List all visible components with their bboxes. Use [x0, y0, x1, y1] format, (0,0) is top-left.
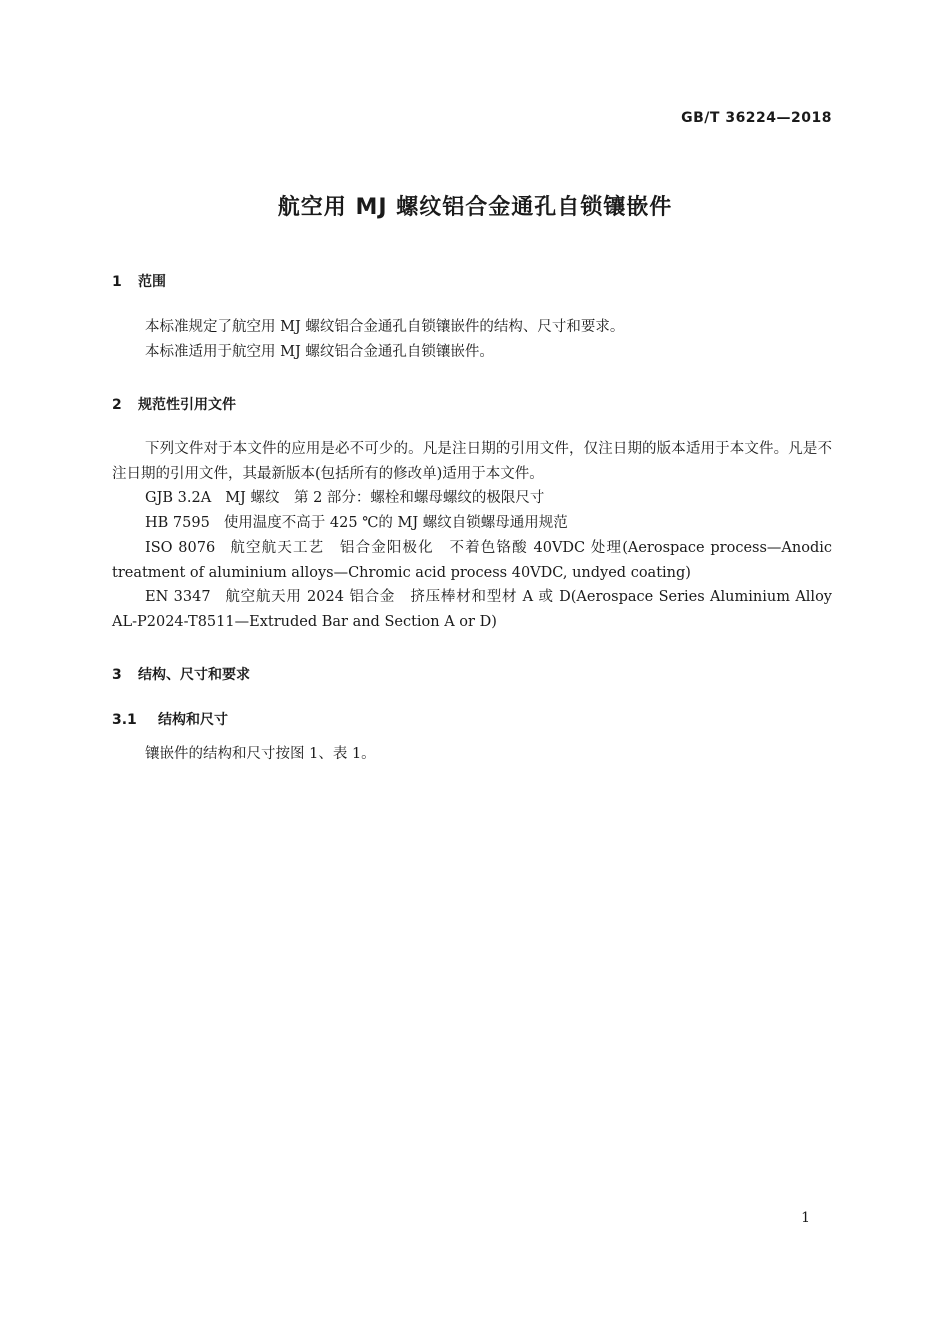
reference-item: [145, 511, 568, 536]
section-1-paragraph-2: 本标准适用于航空用 MJ 螺纹铝合金通孔自锁镶嵌件。: [145, 344, 494, 360]
reference-code: GJB 3.2A: [145, 490, 212, 506]
section-title: 结构和尺寸: [158, 712, 228, 728]
section-title: 结构、尺寸和要求: [138, 667, 250, 683]
section-2-heading: [112, 394, 236, 414]
section-1-heading: [112, 271, 166, 291]
reference-text: 航空航天用 2024 铝合金 挤压棒材和型材 A 或 D(Aerospace Series Aluminium Alloy AL-P2024-T8511—Extruded Bar and Section A or D): [112, 589, 832, 630]
reference-text: 使用温度不高于 425 ℃的 MJ 螺纹自锁螺母通用规范: [223, 515, 568, 531]
section-2-intro: 下列文件对于本文件的应用是必不可少的。凡是注日期的引用文件，仅注日期的版本适用于本文件。凡是不注日期的引用文件，其最新版本(包括所有的修改单)适用于本文件。: [112, 441, 832, 482]
reference-item: [112, 585, 832, 634]
reference-text: 航空航天工艺 铝合金阳极化 不着色铬酸 40VDC 处理(Aerospace process—Anodic treatment of aluminium alloys—Chromic acid process 40VDC, undyed coating): [112, 540, 833, 581]
reference-code: EN 3347: [145, 589, 211, 605]
section-1-paragraph-1: 本标准规定了航空用 MJ 螺纹铝合金通孔自锁镶嵌件的结构、尺寸和要求。: [145, 319, 625, 335]
section-title: 范围: [138, 274, 166, 290]
section-number: 2: [112, 397, 122, 413]
page-number: 1: [801, 1210, 810, 1226]
section-number: 3.1: [112, 712, 137, 728]
reference-item: [112, 536, 832, 585]
reference-code: HB 7595: [145, 515, 210, 531]
section-number: 3: [112, 667, 122, 683]
reference-code: ISO 8076: [145, 540, 216, 556]
section-3-heading: [112, 664, 250, 684]
reference-item: [145, 486, 544, 511]
section-3-1-heading: [112, 709, 228, 729]
reference-text: MJ 螺纹 第 2 部分：螺栓和螺母螺纹的极限尺寸: [225, 490, 545, 506]
document-title: 航空用 MJ 螺纹铝合金通孔自锁镶嵌件: [277, 195, 673, 220]
section-3-1-paragraph: 镶嵌件的结构和尺寸按图 1、表 1。: [145, 746, 376, 762]
section-number: 1: [112, 274, 122, 290]
section-title: 规范性引用文件: [138, 397, 236, 413]
standard-code: GB/T 36224—2018: [681, 110, 832, 126]
